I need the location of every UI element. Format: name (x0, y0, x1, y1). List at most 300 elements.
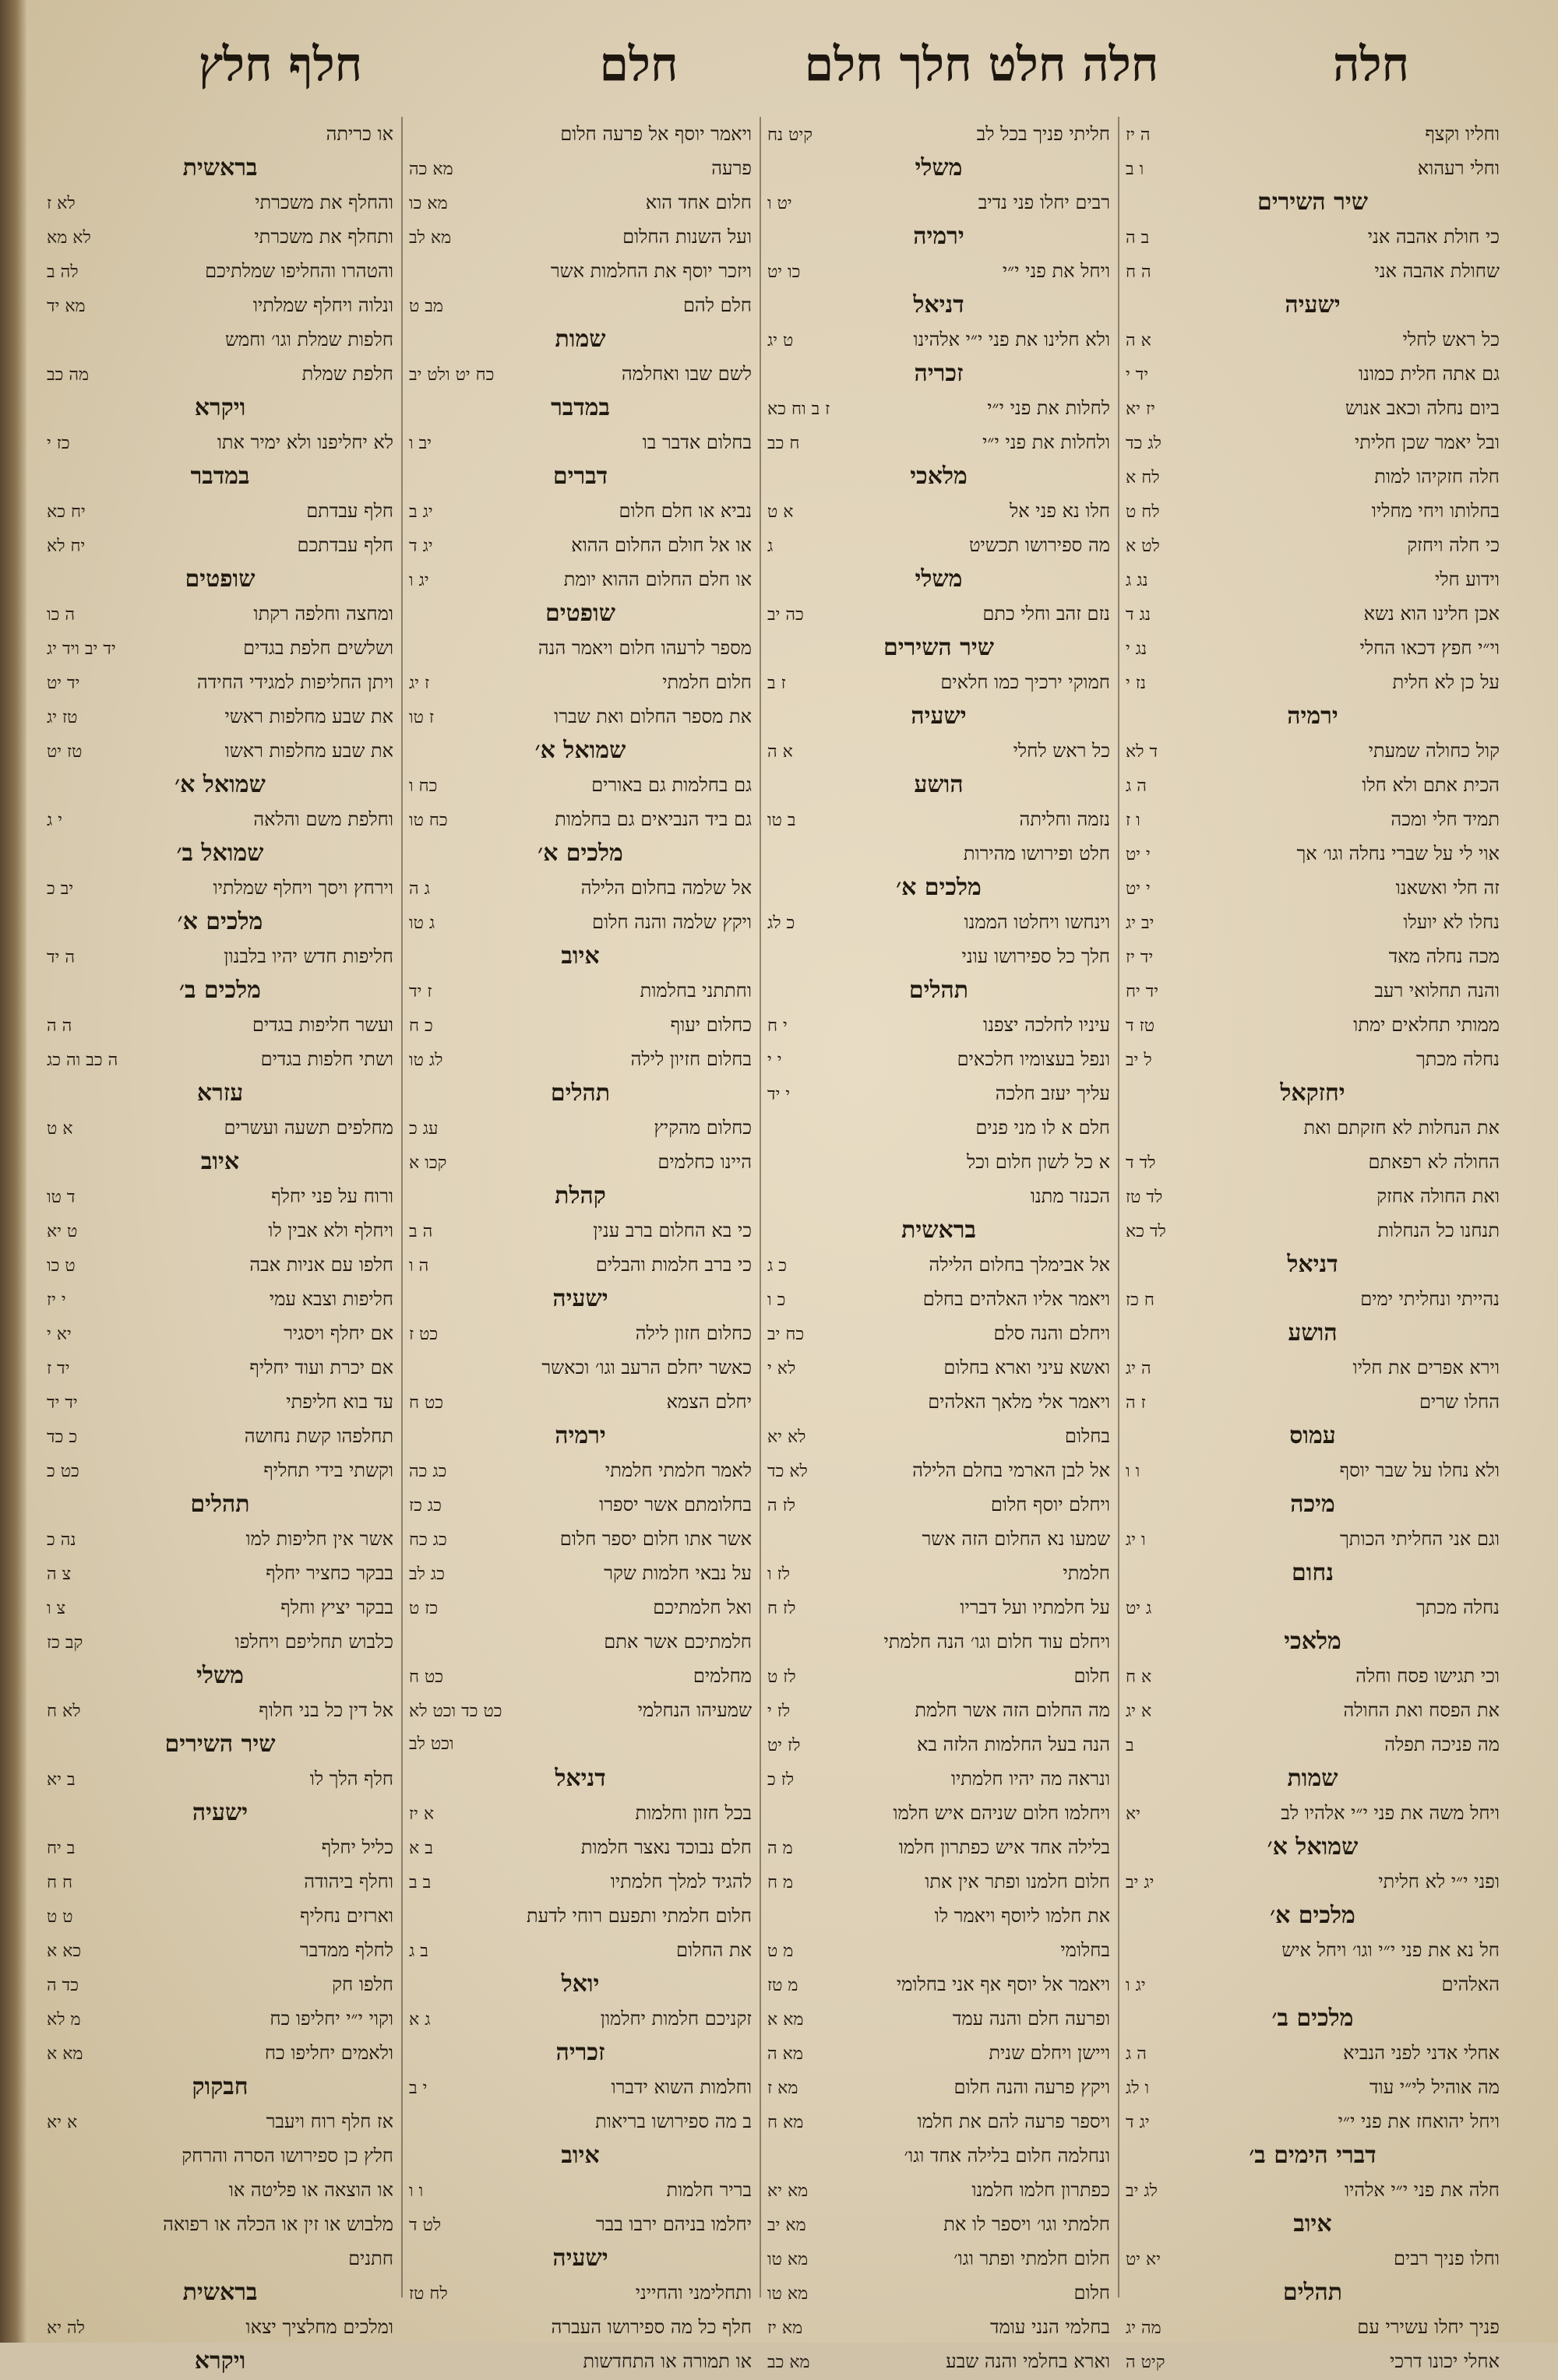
book-heading: ישעיה (911, 702, 967, 730)
verse-reference: לא ז (47, 194, 76, 213)
verse-reference: יז יא (1126, 400, 1155, 419)
entry-line (1126, 1350, 1500, 1385)
verse-reference: לא י (767, 1359, 796, 1378)
entry-line (409, 1145, 752, 1179)
entry-line (47, 1522, 393, 1556)
verse-reference: ג ה (409, 879, 430, 899)
entry-line (47, 1213, 393, 1248)
book-heading: בראשית (182, 2279, 258, 2306)
entry-text: לאמר חלמתי חלמתי (605, 1459, 752, 1481)
entry-line (767, 2241, 1110, 2276)
verse-reference: ה ג (1126, 2044, 1147, 2064)
entry-line (767, 1522, 1110, 1556)
verse-reference: לז כ (767, 1770, 795, 1790)
entry-line (1126, 2241, 1500, 2276)
verse-reference: כ לג (767, 914, 795, 933)
verse-reference: לא כד (767, 1462, 808, 1481)
entry-line (47, 2036, 393, 2070)
verse-reference: יט ו (767, 194, 792, 213)
verse-reference: ב א (409, 1839, 433, 1858)
verse-reference: י ג (47, 811, 63, 830)
entry-line (409, 1693, 752, 1727)
book-heading: מלאכי (1284, 1628, 1341, 1655)
entry-text: ויתן החליפות למגידי החידה (196, 671, 393, 693)
book-heading: ישעיה (552, 1285, 608, 1312)
entry-text: ולא נחלו על שבר יוסף (1339, 1459, 1500, 1481)
entry-line (1126, 1213, 1500, 1248)
verse-reference: ו יג (1126, 1530, 1146, 1550)
book-heading: משלי (915, 565, 963, 593)
verse-reference: ו ז (1126, 811, 1140, 830)
verse-reference: קב כז (47, 1633, 83, 1653)
entry-text: הנה בעל החלמות הלזה בא (916, 1734, 1110, 1755)
entry-line (1126, 836, 1500, 871)
entry-text: ושתי חלפות בגדים (260, 1048, 393, 1070)
entry-line (47, 1556, 393, 1590)
entry-line (1126, 1179, 1500, 1213)
book-heading: שמואל א׳ (174, 771, 266, 798)
entry-line (767, 322, 1110, 357)
entry-line (767, 117, 1110, 151)
entry-line (1126, 1659, 1500, 1693)
verse-reference: לא יא (767, 1428, 806, 1447)
entry-line (767, 2207, 1110, 2241)
book-heading: משלי (915, 154, 963, 181)
entry-text: ממותי תחלאים ימתו (1353, 1014, 1500, 1036)
verse-reference: נג ד (1126, 605, 1151, 625)
entry-text: חתנים (348, 2248, 393, 2269)
book-heading: ויקרא (194, 2347, 246, 2375)
verse-reference: יא יט (1126, 2250, 1161, 2269)
entry-text: חליפות וצבא עמי (269, 1288, 393, 1310)
entry-line (47, 871, 393, 905)
entry-text: נחלה מכתך (1415, 1048, 1500, 1070)
entry-line (47, 597, 393, 631)
entry-text: מחלמים (693, 1665, 752, 1687)
verse-reference: כח יב (767, 1325, 805, 1344)
entry-text: חלט ופירושו מהירות (963, 843, 1110, 864)
verse-reference: ג טו (409, 914, 435, 933)
entry-line (47, 1008, 393, 1042)
book-heading: שופטים (185, 565, 256, 593)
entry-text: ואת החולה אחזק (1376, 1185, 1500, 1207)
entry-line (1126, 2104, 1500, 2139)
entry-line (47, 357, 393, 391)
verse-reference: לט א (1126, 537, 1160, 556)
entry-text: בחלמי הנני עומד (990, 2316, 1110, 2338)
verse-reference: מה כב (47, 365, 90, 385)
verse-reference: יד ז (47, 1359, 70, 1378)
book-heading: דניאל (913, 291, 964, 319)
entry-text: ונחלמה חלום בלילה אחד וגו׳ (904, 2145, 1110, 2167)
entry-text: מה ספירושו תכשיט (968, 534, 1110, 556)
entry-line (767, 2070, 1110, 2104)
entry-line (1126, 1590, 1500, 1625)
entry-line (1126, 1145, 1500, 1179)
book-heading: שיר השירים (883, 634, 994, 661)
column-divider (760, 117, 761, 2297)
entry-line (767, 1625, 1110, 1659)
entry-text: עליך יעזב חלכה (995, 1083, 1110, 1104)
verse-reference: ד לא (1126, 742, 1158, 762)
verse-reference: יג ד (1126, 2113, 1150, 2132)
entry-text: כל ראש לחלי (1402, 329, 1500, 350)
entry-line (409, 1864, 752, 1899)
verse-reference: לז ו (767, 1565, 791, 1584)
entry-text: חלמתי וגו׳ ויספר לו את (943, 2213, 1110, 2235)
entry-line (1126, 734, 1500, 768)
verse-reference: כה יב (767, 605, 804, 625)
entry-text: ושלשים חלפת בגדים (243, 637, 393, 659)
entry-line (409, 1522, 752, 1556)
column-3 (409, 117, 752, 2372)
entry-text: והטהרו והחליפו שמלתיכם (205, 260, 393, 282)
entry-text: את שבע מחלפות ראשו (224, 740, 393, 762)
entry-text: ויאמר אלי מלאך האלהים (928, 1391, 1110, 1413)
verse-reference: מא יז (767, 2318, 803, 2338)
verse-reference: ט יא (47, 1222, 78, 1241)
entry-line (1126, 391, 1500, 425)
entry-text: אל שלמה בחלום הלילה (580, 877, 752, 899)
entry-text: וי״י חפץ דכאו החלי (1359, 637, 1500, 659)
verse-reference: כ ו (767, 1290, 786, 1310)
entry-text: חמוקי ירכיך כמו חלאים (940, 671, 1110, 693)
entry-text: נזמה וחליתה (1019, 808, 1110, 830)
entry-text: חלום חלמתי ותפעם רוחי לדעת (527, 1905, 752, 1927)
entry-line (1126, 220, 1500, 254)
entry-text: יחלמו בניהם ירבו בבר (595, 2213, 752, 2235)
verse-reference: לה ב (47, 262, 79, 282)
entry-text: חלם להם (682, 294, 752, 316)
entry-text: קול כחולה שמעתי (1368, 740, 1500, 762)
verse-reference: יח לא (47, 537, 86, 556)
entry-line (409, 185, 752, 220)
entry-text: לשם שבו ואחלמה (621, 363, 752, 385)
verse-reference: ה ב (409, 1222, 433, 1241)
verse-reference: מא א (47, 2044, 83, 2064)
entry-line (47, 802, 393, 836)
entry-text: וחלי רעהוא (1417, 157, 1500, 179)
entry-text: או חלם החלום ההוא יומת (563, 569, 752, 590)
entry-text: בחלומתם אשר יספרו (599, 1494, 752, 1516)
entry-text: וידוע חלי (1434, 569, 1500, 590)
verse-reference: טז יט (47, 742, 83, 762)
book-heading: ישעיה (1285, 291, 1341, 319)
verse-reference: ב (1126, 1736, 1134, 1755)
entry-line (1126, 2070, 1500, 2104)
entry-line (47, 1762, 393, 1796)
entry-text: זה חלי ואשאנו (1395, 877, 1500, 899)
entry-line (47, 1933, 393, 1967)
entry-line (47, 665, 393, 699)
entry-text: חלום (1073, 2282, 1110, 2304)
entry-line (767, 528, 1110, 562)
entry-text: ונראה מה יהיו חלמתיו (950, 1768, 1110, 1790)
verse-reference: יד יז (1126, 948, 1154, 967)
verse-reference: י ב (409, 2079, 428, 2098)
verse-reference: כט ח (409, 1667, 444, 1687)
entry-text: רבים יחלו פני נדיב (978, 192, 1110, 213)
entry-text: גם ביד הנביאים גם בחלמות (555, 808, 752, 830)
verse-reference: כט כ (47, 1462, 79, 1481)
entry-line (767, 2036, 1110, 2070)
book-heading: מלכים א׳ (538, 840, 623, 867)
entry-line (767, 939, 1110, 973)
verse-reference: יג ו (409, 571, 429, 590)
entry-line (767, 1076, 1110, 1111)
entry-text: גם אתה חלית כמונו (1358, 363, 1500, 385)
entry-text: אוי לי על שברי נחלה וגו׳ אך (1296, 843, 1500, 864)
book-heading: איוב (561, 942, 600, 970)
entry-text: חלום אחד הוא (645, 192, 752, 213)
entry-line (47, 1350, 393, 1385)
verse-reference: צ ו (47, 1599, 66, 1618)
entry-line (409, 357, 752, 391)
entry-text: ויאמר אליו האלהים בחלם (922, 1288, 1110, 1310)
entry-text: ביום נחלה וכאב אנוש (1345, 397, 1500, 419)
verse-reference: נג י (1126, 639, 1147, 659)
entry-text: ופני י״י לא חליתי (1378, 1871, 1500, 1892)
entry-text: בלילה אחד איש כפתרון חלמו (898, 1836, 1110, 1858)
verse-reference: א ט (47, 1119, 73, 1139)
entry-line (47, 1316, 393, 1350)
entry-text: או כריתה (326, 123, 393, 145)
verse-reference: מ ט (767, 1942, 794, 1961)
entry-text: או הוצאה או פליטה או (228, 2179, 393, 2201)
entry-text: את שבע מחלפות ראשי (224, 706, 393, 727)
entry-text: ויחלם עוד חלום וגו׳ הנה חלמתי (883, 1631, 1110, 1653)
entry-text: נחלה מכתך (1415, 1597, 1500, 1618)
verse-reference: י ח (767, 1016, 788, 1036)
entry-line (47, 322, 393, 357)
book-heading: עמוס (1289, 1422, 1336, 1449)
entry-text: ב מה ספירושו בריאות (595, 2111, 752, 2132)
entry-line (47, 117, 393, 151)
entry-text: וחלף ביהודה (304, 1871, 393, 1892)
verse-reference: נה כ (47, 1530, 76, 1550)
entry-line (767, 1796, 1110, 1830)
entry-text: וינחשו ויחלטו הממנו (964, 911, 1110, 933)
verse-reference: מא כה (409, 160, 453, 179)
book-heading: ישעיה (192, 1799, 249, 1826)
verse-reference: ה יג (1126, 1359, 1151, 1378)
entry-text: ומלכים מחלציך יצאו (245, 2316, 393, 2338)
entry-line (409, 2104, 752, 2139)
entry-line (1126, 494, 1500, 528)
entry-text: תמיד חלי ומכה (1391, 808, 1500, 830)
verse-reference: ז ב (767, 674, 786, 693)
book-heading: מלכים א׳ (1270, 1902, 1355, 1929)
entry-line (1126, 2036, 1500, 2070)
verse-reference: כג כז (409, 1496, 442, 1516)
entry-text: ותחלימני והחייני (635, 2282, 752, 2304)
entry-text: פניך יחלו עשירי עם (1357, 2316, 1500, 2338)
entry-line (47, 2104, 393, 2139)
book-heading: איוב (200, 1148, 240, 1175)
entry-text: ויזכר יוסף את החלמות אשר (550, 260, 752, 282)
entry-line (409, 425, 752, 459)
entry-line (1126, 2344, 1500, 2378)
entry-line (409, 699, 752, 734)
entry-text: אם יחלף ויסגיר (284, 1322, 393, 1344)
book-heading: זכריה (555, 2039, 605, 2066)
entry-text: חלום חלמנו ופתר אין אתו (925, 1871, 1110, 1892)
entry-line (47, 1453, 393, 1488)
entry-line (767, 1488, 1110, 1522)
verse-reference: א יג (1126, 1702, 1152, 1721)
book-heading: תהלים (190, 1491, 250, 1518)
entry-text: חלך כל ספירושו עוני (961, 945, 1110, 967)
entry-line (47, 254, 393, 288)
header-col-1: חלה (1332, 37, 1410, 92)
entry-text: אשר אין חליפות למו (245, 1528, 393, 1550)
entry-text: וחתתני בחלמות (640, 980, 752, 1002)
entry-line (767, 1179, 1110, 1213)
entry-line (767, 1385, 1110, 1419)
entry-text: נהייתי ונחליתי ימים (1360, 1288, 1500, 1310)
verse-reference: ה ג (1126, 776, 1147, 796)
book-heading: תהלים (550, 1079, 611, 1107)
entry-text: מחלפים תשעה ועשרים (224, 1117, 393, 1139)
verse-reference: מ טז (767, 1976, 798, 1995)
verse-reference: מב ט (409, 297, 443, 316)
verse-reference: יד יד (47, 1393, 78, 1413)
entry-line (767, 2173, 1110, 2207)
entry-line (767, 1727, 1110, 1762)
entry-line (47, 1042, 393, 1076)
verse-reference: כז י (47, 434, 70, 453)
verse-reference: ג יט (1126, 1599, 1152, 1618)
entry-text: וקשתי בידי תחליף (263, 1459, 393, 1481)
verse-reference: לז יט (767, 1736, 801, 1755)
verse-reference: ח כב (767, 434, 800, 453)
entry-line (767, 734, 1110, 768)
entry-line (1126, 562, 1500, 597)
entry-text: כחלום חזון לילה (635, 1322, 752, 1344)
entry-text: כי ברב חלמות והבלים (595, 1254, 752, 1276)
book-heading: שופטים (545, 600, 615, 627)
verse-reference: כט ח (409, 1393, 444, 1413)
entry-text: ועשר חליפות בגדים (252, 1014, 393, 1036)
entry-line (767, 185, 1110, 220)
entry-text: זקניכם חלמות יחלמון (600, 2008, 752, 2030)
entry-text: בחלומי (1060, 1939, 1110, 1961)
entry-text: ויאמר אל יוסף אף אני בחלומי (896, 1973, 1110, 1995)
book-heading: חבקוק (192, 2073, 249, 2100)
verse-reference: לד ד (1126, 1153, 1156, 1173)
entry-line (47, 1385, 393, 1419)
entry-line (1126, 1522, 1500, 1556)
entry-line (409, 1350, 752, 1385)
entry-line (1126, 1796, 1500, 1830)
book-heading: שיר השירים (1257, 188, 1368, 216)
entry-text: עד בוא חליפתי (286, 1391, 393, 1413)
entry-line (409, 1556, 752, 1590)
entry-text: שמעיהו הנחלמי (637, 1699, 752, 1721)
entry-text: בבקר כחציר יחלף (266, 1562, 393, 1584)
entry-line (767, 1556, 1110, 1590)
verse-reference: י י (767, 1051, 782, 1070)
column-divider (1118, 117, 1119, 2297)
verse-reference: ז יד (409, 982, 432, 1002)
entry-text: מספר לרעהו חלום ויאמר הנה (538, 637, 752, 659)
entry-line (47, 2139, 393, 2173)
book-heading: יחזקאל (1280, 1079, 1345, 1107)
entry-text: וחלו פניך רבים (1393, 2248, 1500, 2269)
entry-line (47, 528, 393, 562)
entry-line (47, 734, 393, 768)
entry-text: וגם אני החליתי הכותך (1340, 1528, 1500, 1550)
entry-text: חלץ כן ספירושו הסרה והרחק (182, 2145, 393, 2167)
entry-line (47, 425, 393, 459)
entry-line (47, 220, 393, 254)
entry-text: אחלי יכונו דרכי (1390, 2350, 1500, 2372)
verse-reference: יח כא (47, 502, 86, 522)
verse-reference: יב ו (409, 434, 432, 453)
verse-reference: י יז (47, 1290, 66, 1310)
verse-reference: כג כה (409, 1462, 447, 1481)
entry-text: בריר חלמות (666, 2179, 752, 2201)
verse-reference: כט ז (409, 1325, 439, 1344)
entry-line (767, 802, 1110, 836)
entry-line (409, 2173, 752, 2207)
verse-reference: לד כא (1126, 1222, 1166, 1241)
entry-line (47, 1830, 393, 1864)
entry-text: ויחל משה את פני י״י אלהיו לב (1281, 1802, 1500, 1824)
verse-reference: כז ט (409, 1599, 439, 1618)
entry-text: והחלף את משכרתי (255, 192, 393, 213)
verse-reference: לד טז (1126, 1188, 1163, 1207)
entry-line (1126, 973, 1500, 1008)
entry-text: החולה לא רפאתם (1368, 1151, 1500, 1173)
verse-reference: ג (767, 537, 774, 556)
verse-reference: יג ד (409, 537, 433, 556)
entry-line (1126, 1864, 1500, 1899)
verse-reference: ז טו (409, 708, 435, 727)
entry-line (409, 1933, 752, 1967)
column-4 (47, 117, 393, 2375)
entry-line (767, 665, 1110, 699)
book-heading: מלאכי (910, 463, 968, 490)
entry-line (409, 1488, 752, 1522)
entry-text: את הפסח ואת החולה (1343, 1699, 1500, 1721)
book-heading: במדבר (551, 394, 610, 421)
book-heading: שמואל א׳ (1267, 1833, 1359, 1861)
entry-text: תנחנו כל הנחלות (1377, 1220, 1500, 1241)
entry-text: חלום חלמתי (662, 671, 752, 693)
book-heading: מלכים ב׳ (1271, 2005, 1354, 2032)
book-heading: דברי הימים ב׳ (1249, 2142, 1376, 2169)
entry-line (409, 1008, 752, 1042)
entry-line (1126, 1008, 1500, 1042)
verse-reference: מא טו (767, 2284, 809, 2304)
book-heading: מיכה (1290, 1491, 1335, 1518)
entry-line (47, 2173, 393, 2207)
entry-line (1126, 1693, 1500, 1727)
verse-reference: לט ד (409, 2216, 442, 2235)
entry-text: כחלום יעוף (670, 1014, 752, 1036)
entry-text: החלו שרים (1419, 1391, 1500, 1413)
verse-reference: ו לג (1126, 2079, 1150, 2098)
verse-reference: יד י (1126, 365, 1149, 385)
book-heading: שמואל א׳ (534, 737, 626, 764)
entry-line (47, 1111, 393, 1145)
verse-reference: ז ה (1126, 1393, 1146, 1413)
entry-line (409, 2207, 752, 2241)
book-heading: איוב (561, 2142, 600, 2169)
entry-line (1126, 1727, 1500, 1762)
entry-line (767, 1967, 1110, 2002)
